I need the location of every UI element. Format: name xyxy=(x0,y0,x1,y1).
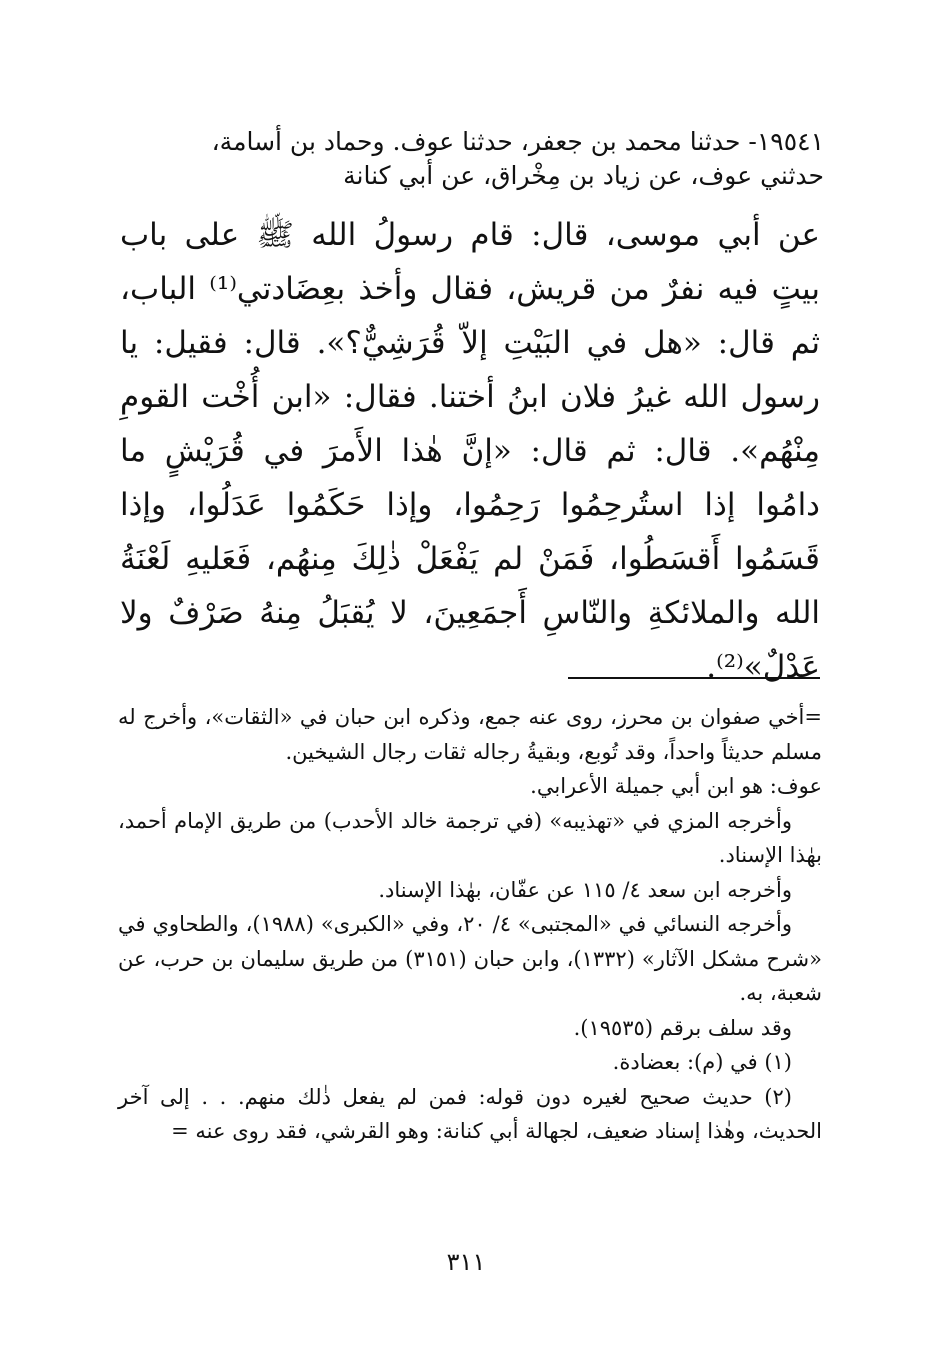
footnote-2: (٢) حديث صحيح لغيره دون قوله: فمن لم يفعل ذٰلك منهم. . . إلى آخر الحديث، وهٰذا إسناد ضعيف، لجهالة أبي كنانة: وهو القرشي، فقد روى عنه = xyxy=(118,1084,822,1143)
footnote-line: وأخرجه المزي في «تهذيبه» (في ترجمة خالد الأحدب) من طريق الإمام أحمد، بهٰذا الإسناد. xyxy=(118,808,822,867)
hadith-matn: عن أبي موسى، قال: قام رسولُ الله ﷺ على باب بيتٍ فيه نفرٌ من قريش، فقال وأخذ بعِضَادتي⁽¹⁾ الباب، ثم قال: «هل في البَيْتِ إلاّ قُرَشِيٌّ؟». قال: فقيل: يا رسول الله غيرُ فلان ابنُ أختنا. فقال: «ابن أُخْت القومِ مِنْهُم». قال: ثم قال: «إنَّ هٰذا الأَمرَ في قُرَيْشٍ ما دامُوا إذا استُرحِمُوا رَحِمُوا، وإذا حَكَمُوا عَدَلُوا، وإذا قَسَمُوا أَقسَطُوا، فَمَنْ لم يَفْعَلْ ذٰلِكَ مِنهُم، فَعَليهِ لَعْنَةُ الله والملائكةِ والنّاسِ أَجمَعِينَ، لا يُقبَلُ مِنهُ صَرْفٌ ولا عَدْلٌ»⁽²⁾. xyxy=(120,217,820,685)
hadith-text xyxy=(120,208,820,694)
footnote-line: وأخرجه النسائي في «المجتبى» ٤/ ٢٠، وفي «الكبرى» (١٩٨٨)، والطحاوي في «شرح مشكل الآثار» (١٣٣٢)، وابن حبان (٣١٥١) من طريق سليمان بن حرب، عن شعبة، به. xyxy=(118,912,822,1005)
footnote-line: وأخرجه ابن سعد ٤/ ١١٥ عن عفّان، بهٰذا الإسناد. xyxy=(378,877,792,902)
footnote-continuation: =أخي صفوان بن محرز، روى عنه جمع، وذكره ابن حبان في «الثقات»، وأخرج له مسلم حديثاً واحداً، وقد تُوبع، وبقيةُ رجاله ثقات رجال الشيخين. xyxy=(118,705,822,764)
isnad-line-1: ١٩٥٤١- حدثنا محمد بن جعفر، حدثنا عوف. وحماد بن أسامة، xyxy=(211,127,824,156)
footnote-separator xyxy=(568,677,820,679)
footnote-line: وقد سلف برقم (١٩٥٣٥). xyxy=(573,1015,792,1040)
isnad-line-2: حدثني عوف، عن زياد بن مِخْراق، عن أبي كنانة xyxy=(343,161,824,190)
footnote-line: عوف: هو ابن أبي جميلة الأعرابي. xyxy=(530,774,822,798)
footnotes xyxy=(118,700,822,1149)
page-number: ٣١١ xyxy=(446,1248,486,1276)
footnote-1: (١) في (م): بعضادة. xyxy=(612,1050,792,1074)
